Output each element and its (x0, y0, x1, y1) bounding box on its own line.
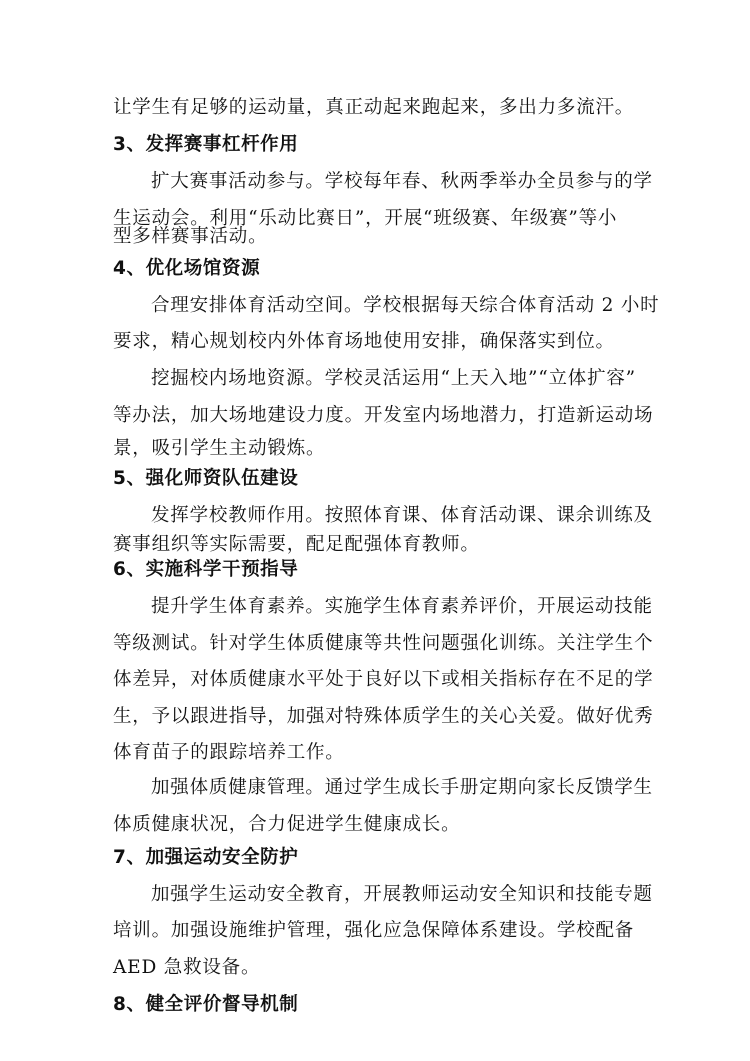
section-4-heading: 4、优化场馆资源 (113, 258, 261, 279)
section-6-line-6: 加强体质健康管理。通过学生成长手册定期向家长反馈学生 (151, 777, 653, 798)
section-7-line-2: 培训。加强设施维护管理，强化应急保障体系建设。学校配备 (113, 920, 635, 941)
section-5-heading: 5、强化师资队伍建设 (113, 468, 299, 489)
section-4-line-5: 景，吸引学生主动锻炼。 (113, 438, 326, 459)
section-8-heading: 8、健全评价督导机制 (113, 994, 299, 1015)
section-5-line-2: 赛事组织等实际需要，配足配强体育教师。 (113, 534, 480, 555)
section-3-line-3: 型多样赛事活动。 (113, 226, 268, 247)
section-4-line-3: 挖掘校内场地资源。学校灵活运用“上天入地”“立体扩容” (151, 368, 636, 389)
section-7-line-3: AED 急救设备。 (113, 957, 261, 978)
intro-line: 让学生有足够的运动量，真正动起来跑起来，多出力多流汗。 (113, 97, 635, 118)
section-7-line-1: 加强学生运动安全教育，开展教师运动安全知识和技能专题 (151, 884, 653, 905)
section-3-line-2: 生运动会。利用“乐动比赛日”，开展“班级赛、年级赛”等小 (113, 208, 618, 229)
section-4-line-2: 要求，精心规划校内外体育场地使用安排，确保落实到位。 (113, 331, 615, 352)
section-3-line-1: 扩大赛事活动参与。学校每年春、秋两季举办全员参与的学 (151, 171, 653, 192)
section-6-line-1: 提升学生体育素养。实施学生体育素养评价，开展运动技能 (151, 596, 653, 617)
section-6-heading: 6、实施科学干预指导 (113, 559, 299, 580)
section-6-line-7: 体质健康状况，合力促进学生健康成长。 (113, 814, 461, 835)
section-6-line-4: 生，予以跟进指导，加强对特殊体质学生的关心关爱。做好优秀 (113, 706, 654, 727)
section-7-heading: 7、加强运动安全防护 (113, 847, 299, 868)
section-4-line-4: 等办法，加大场地建设力度。开发室内场地潜力，打造新运动场 (113, 405, 654, 426)
section-5-line-1: 发挥学校教师作用。按照体育课、体育活动课、课余训练及 (151, 505, 653, 526)
section-6-line-3: 体差异，对体质健康水平处于良好以下或相关指标存在不足的学 (113, 669, 654, 690)
section-4-line-1: 合理安排体育活动空间。学校根据每天综合体育活动 2 小时 (151, 295, 660, 316)
section-3-heading: 3、发挥赛事杠杆作用 (113, 134, 299, 155)
section-6-line-5: 体育苗子的跟踪培养工作。 (113, 742, 345, 763)
section-6-line-2: 等级测试。针对学生体质健康等共性问题强化训练。关注学生个 (113, 633, 654, 654)
